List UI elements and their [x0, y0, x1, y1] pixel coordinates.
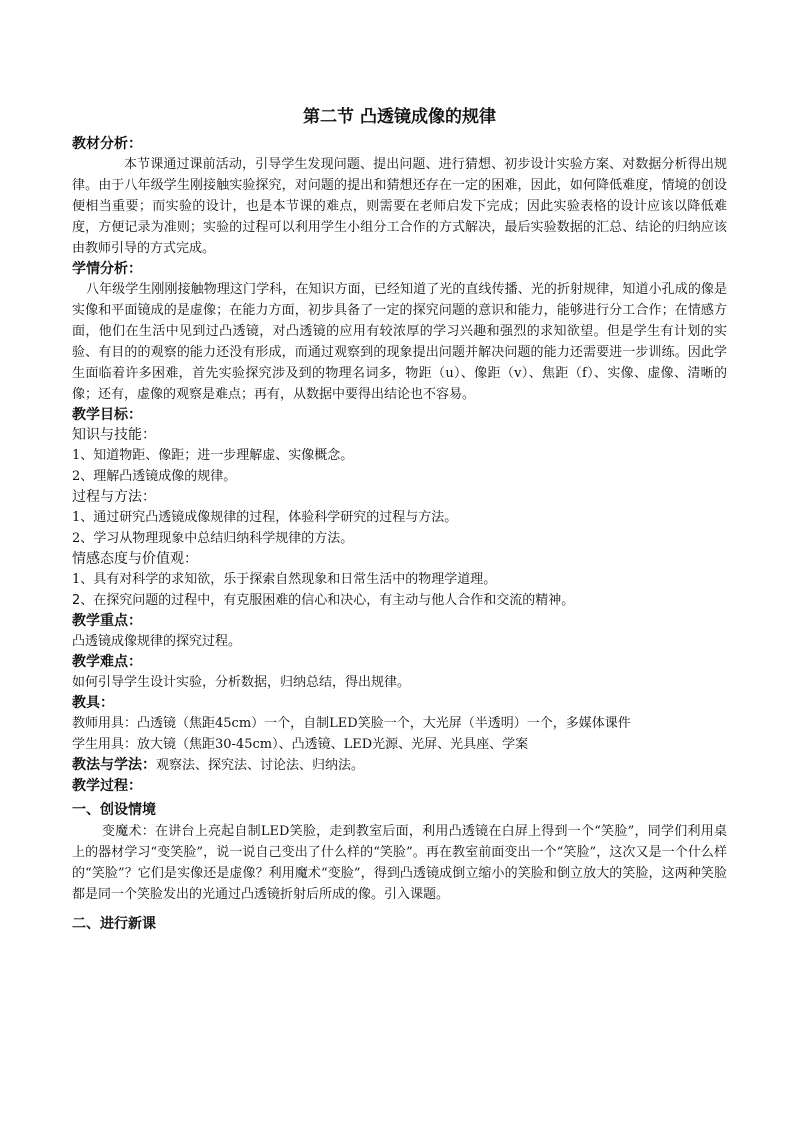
knowledge-item-1: 1、知道物距、像距；进一步理解虚、实像概念。 — [72, 448, 354, 463]
section1-heading: 一、创设情境 — [72, 802, 156, 818]
process-item-2: 2、学习从物理现象中总结归纳科学规律的方法。 — [72, 531, 354, 546]
key-point-body: 凸透镜成像规律的探究过程。 — [72, 634, 242, 649]
teacher-tools: 教师用具：凸透镜（焦距45cm）一个，自制LED笑脸一个，大光屏（半透明）一个，多媒体课件 — [72, 716, 631, 731]
process-item-1: 1、通过研究凸透镜成像规律的过程，体验科学研究的过程与方法。 — [72, 510, 458, 525]
knowledge-item-2: 2、理解凸透镜成像的规律。 — [72, 469, 237, 484]
student-tools: 学生用具：放大镜（焦距30-45cm）、凸透镜、LED光源、光屏、光具座、学案 — [72, 737, 529, 752]
student-analysis-body: 八年级学生刚刚接触物理这门学科，在知识方面，已经知道了光的直线传播、光的折射规律，知道小孔成的像是实像和平面镜成的是虚像；在能力方面，初步具备了一定的探究问题的意识和能力，能够进行分工合作；在情感方面，他们在生活中见到过凸透镜，对凸透镜的应用有较浓厚的学习兴趣和强烈的求知欲望。但是学生有计划的实验、有目的的观察的能力还没有形成，而通过观察到的现象提出问题并解决问题的能力还需要进一步训练。因此学生面临着许多困难，首先实验探究涉及到的物理名词多，物距（u）、像距（v）、焦距（f）、实像、虚像、清晰的像；还有，虚像的观察是难点；再有，从数据中要得出结论也不容易。 — [72, 282, 727, 402]
textbook-analysis-body: 本节课通过课前活动，引导学生发现问题、提出问题、进行猜想、初步设计实验方案、对数据分析得出规律。由于八年级学生刚接触实验探究，对问题的提出和猜想还存在一定的困难，因此，如何降低难度，情境的创设便相当重要；而实验的设计，也是本节课的难点，则需要在老师启发下完成；因此实验表格的设计应该以降低难度，方便记录为准则；实验的过程可以利用学生小组分工合作的方式解决，最后实验数据的汇总、结论的归纳应该由教师引导的方式完成。 — [72, 157, 727, 256]
difficulty-body: 如何引导学生设计实验，分析数据，归纳总结，得出规律。 — [72, 675, 411, 690]
student-analysis-heading: 学情分析： — [72, 261, 142, 277]
methods-line — [72, 755, 727, 776]
tools-heading: 教具： — [72, 695, 114, 711]
objectives-heading: 教学目标： — [72, 407, 142, 423]
difficulty-heading: 教学难点： — [72, 654, 142, 670]
emotion-item-2: 2、在探究问题的过程中，有克服困难的信心和决心，有主动与他人合作和交流的精神。 — [72, 593, 575, 608]
section2-heading: 二、进行新课 — [72, 916, 156, 932]
process-heading: 教学过程： — [72, 778, 142, 794]
section1-body: 变魔术：在讲台上亮起自制LED笑脸，走到教室后面，利用凸透镜在白屏上得到一个“笑脸”，同学们利用桌上的器材学习“变笑脸”，说一说自己变出了什么样的“笑脸”。再在教室前面变出一个“笑脸”，这次又是一个什么样的“笑脸”？它们是实像还是虚像？利用魔术“变脸”，得到凸透镜成倒立缩小的笑脸和倒立放大的笑脸，这两种笑脸都是同一个笑脸发出的光通过凸透镜折射后所成的像。引入课题。 — [72, 824, 727, 902]
methods-body: 观察法、探究法、讨论法、归纳法。 — [156, 758, 365, 773]
key-point-heading: 教学重点： — [72, 613, 142, 629]
knowledge-skills-label: 知识与技能： — [72, 427, 156, 443]
emotion-values-label: 情感态度与价值观： — [72, 551, 198, 567]
page-title: 第二节 凸透镜成像的规律 — [303, 107, 496, 127]
textbook-analysis-heading: 教材分析： — [72, 136, 142, 152]
methods-heading: 教法与学法： — [72, 757, 156, 773]
lesson-plan-page — [72, 106, 727, 935]
emotion-item-1: 1、具有对科学的求知欲，乐于探索自然现象和日常生活中的物理学道理。 — [72, 572, 497, 587]
process-methods-label: 过程与方法： — [72, 489, 156, 505]
